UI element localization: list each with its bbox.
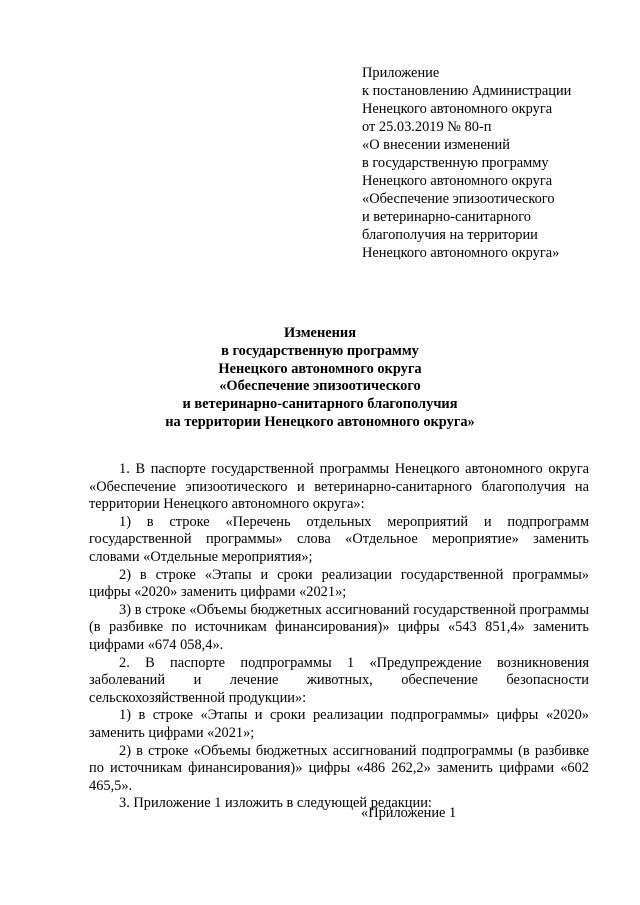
paragraph-subitem-1-1: 1) в строке «Перечень отдельных мероприятий и подпрограмм государственной программы» слова «Отдельное мероприятие» заменить словами «Отдельные мероприятия»; xyxy=(89,513,589,565)
title-line: и ветеринарно-санитарного благополучия xyxy=(182,396,458,413)
title-line: Изменения xyxy=(283,325,356,341)
document-body xyxy=(89,461,589,813)
appendix-line: к постановлению Администрации xyxy=(362,83,572,99)
appendix-line: в государственную программу xyxy=(362,155,549,171)
paragraph-item-3: 3. Приложение 1 изложить в следующей редакции: xyxy=(119,795,432,812)
title-line: «Обеспечение эпизоотического xyxy=(219,378,421,395)
paragraph-subitem-1-2: 2) в строке «Этапы и сроки реализации государственной программы» цифры «2020» заменить цифрами «2021»; xyxy=(89,566,589,601)
title-line: в государственную программу xyxy=(221,342,419,359)
paragraph-item-1: 1. В паспорте государственной программы Ненецкого автономного округа «Обеспечение эпизоотического и ветеринарно-санитарного благополучия на территории Ненецкого автономного округа»: xyxy=(89,461,589,513)
appendix-line: Ненецкого автономного округа» xyxy=(362,245,560,261)
appendix-line: благополучия на территории xyxy=(362,227,538,243)
appendix-line: Приложение xyxy=(362,65,440,81)
appendix-header xyxy=(362,64,612,262)
paragraph-item-2: 2. В паспорте подпрограммы 1 «Предупреждение возникновения заболеваний и лечение животных, обеспечение безопасности сельскохозяйственной продукции»: xyxy=(89,654,589,706)
paragraph-subitem-2-1: 1) в строке «Этапы и сроки реализации подпрограммы» цифры «2020» заменить цифрами «2021»; xyxy=(89,707,589,741)
appendix-line: и ветеринарно-санитарного xyxy=(362,209,531,225)
appendix-line: от 25.03.2019 № 80-п xyxy=(362,119,492,135)
title-line: на территории Ненецкого автономного округа» xyxy=(165,413,475,430)
appendix-line: «Обеспечение эпизоотического xyxy=(362,191,555,207)
document-title xyxy=(60,325,580,432)
closing-appendix-label: «Приложение 1 xyxy=(361,805,457,821)
paragraph-subitem-2-2: 2) в строке «Объемы бюджетных ассигнований подпрограммы (в разбивке по источникам финансирования)» цифры «486 262,2» заменить цифрами «602 465,5». xyxy=(89,742,589,794)
appendix-line: Ненецкого автономного округа xyxy=(362,173,553,189)
appendix-line: Ненецкого автономного округа xyxy=(362,101,553,117)
paragraph-subitem-1-3: 3) в строке «Объемы бюджетных ассигнований государственной программы (в разбивке по источникам финансирования)» цифры «543 851,4» заменить цифрами «674 058,4». xyxy=(89,601,589,653)
appendix-line: «О внесении изменений xyxy=(362,137,510,153)
title-line: Ненецкого автономного округа xyxy=(218,360,422,377)
